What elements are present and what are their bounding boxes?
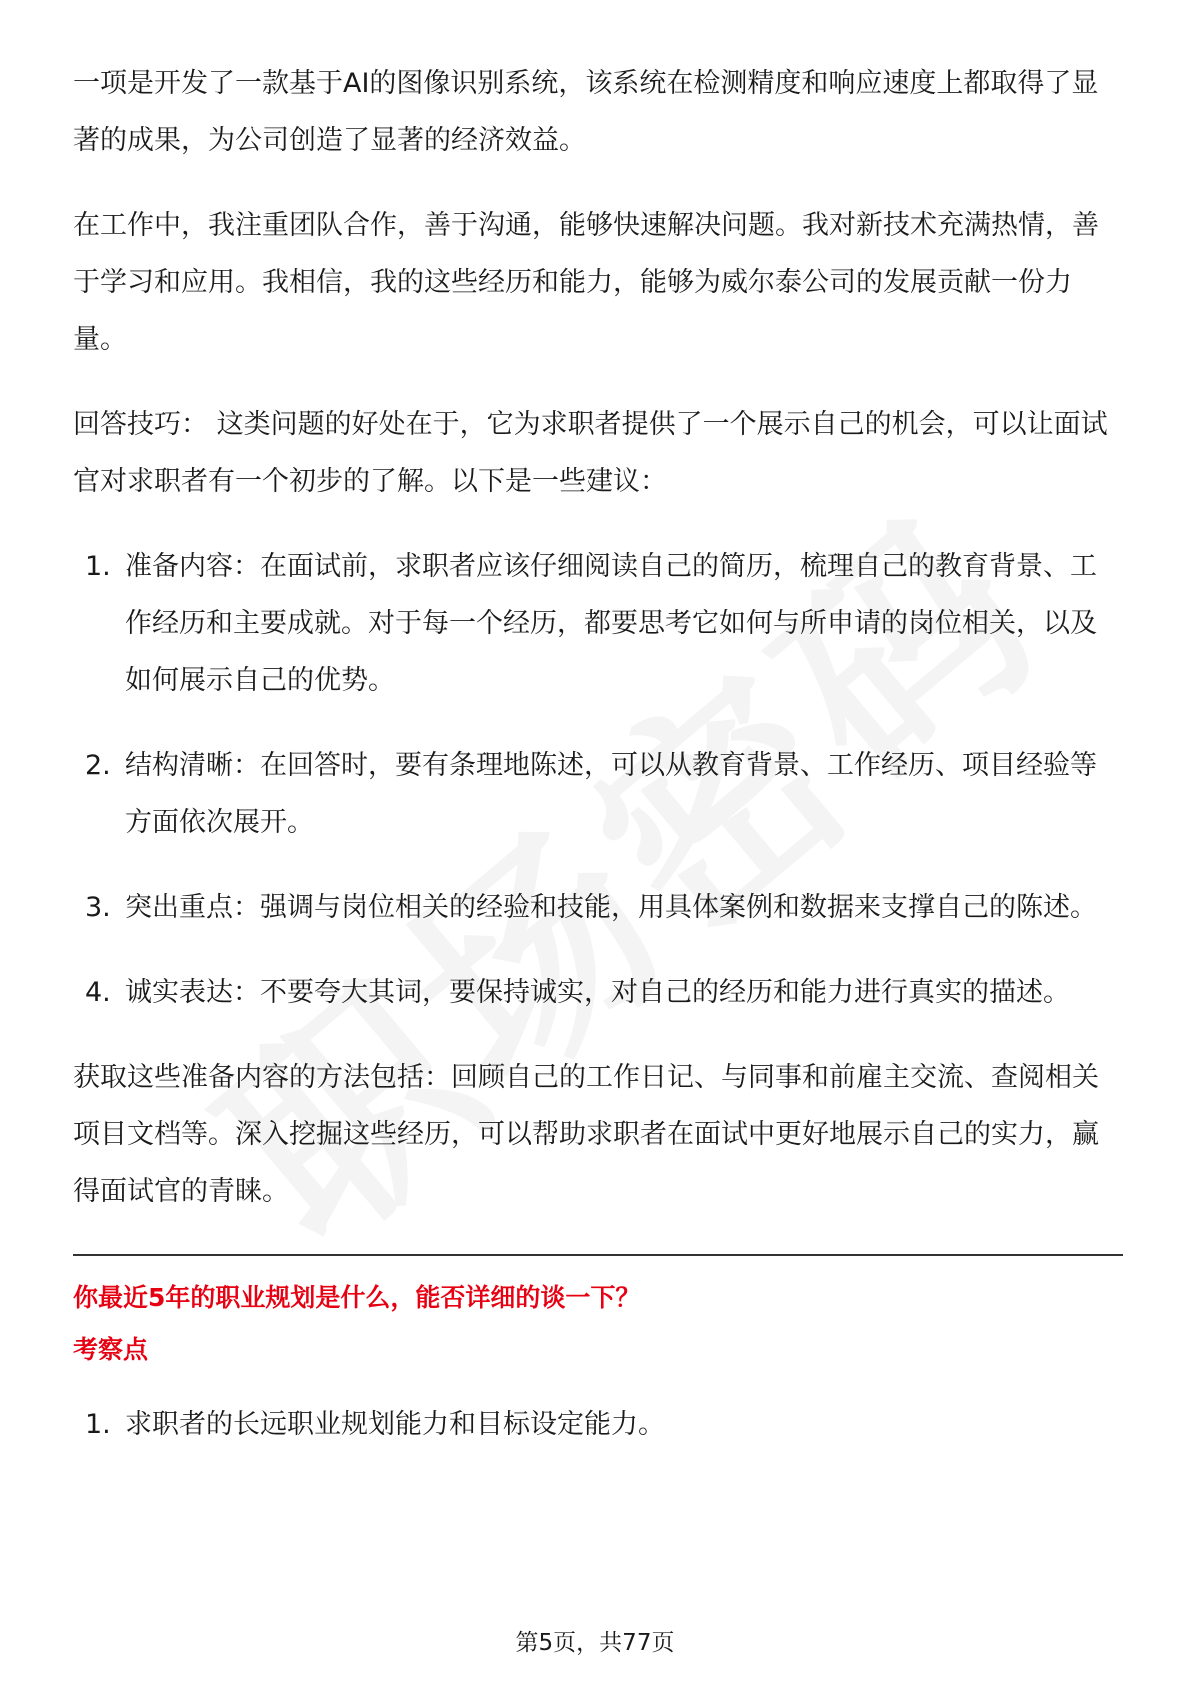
paragraph: 在工作中，我注重团队合作，善于沟通，能够快速解决问题。我对新技术充满热情，善于学习和应用。我相信，我的这些经历和能力，能够为威尔泰公司的发展贡献一份力量。 (73, 210, 1099, 355)
page-footer: 第5页，共77页 (515, 1630, 675, 1656)
list-text: 求职者的长远职业规划能力和目标设定能力。 (125, 1409, 665, 1440)
list-item (73, 737, 1123, 851)
list-text: 结构清晰：在回答时，要有条理地陈述，可以从教育背景、工作经历、项目经验等方面依次展开。 (125, 750, 1097, 838)
list-text: 突出重点：强调与岗位相关的经验和技能，用具体案例和数据来支撑自己的陈述。 (125, 892, 1097, 923)
paragraph: 一项是开发了一款基于AI的图像识别系统，该系统在检测精度和响应速度上都取得了显著的成果，为公司创造了显著的经济效益。 (73, 68, 1099, 156)
question-heading: 你最近5年的职业规划是什么，能否详细的谈一下？ (73, 1283, 641, 1312)
list-item (73, 538, 1123, 709)
section-heading: 考察点 (73, 1335, 149, 1364)
list-item (73, 964, 1123, 1021)
divider (73, 1254, 1123, 1256)
points-list (73, 1396, 1123, 1453)
list-number: 1. (85, 1409, 111, 1440)
list-text: 诚实表达：不要夸大其词，要保持诚实，对自己的经历和能力进行真实的描述。 (125, 977, 1070, 1008)
page-content (73, 55, 1123, 1481)
list-item (73, 1396, 1123, 1453)
tips-list (73, 538, 1123, 1021)
paragraph: 回答技巧： 这类问题的好处在于，它为求职者提供了一个展示自己的机会，可以让面试官对求职者有一个初步的了解。以下是一些建议： (73, 409, 1108, 497)
list-number: 3. (85, 892, 111, 923)
list-item (73, 879, 1123, 936)
list-number: 1. (85, 551, 111, 582)
list-number: 4. (85, 977, 111, 1008)
list-text: 准备内容：在面试前，求职者应该仔细阅读自己的简历，梳理自己的教育背景、工作经历和主要成就。对于每一个经历，都要思考它如何与所申请的岗位相关，以及如何展示自己的优势。 (125, 551, 1097, 696)
list-number: 2. (85, 750, 111, 781)
closing-paragraph: 获取这些准备内容的方法包括：回顾自己的工作日记、与同事和前雇主交流、查阅相关项目文档等。深入挖掘这些经历，可以帮助求职者在面试中更好地展示自己的实力，赢得面试官的青睐。 (73, 1062, 1099, 1207)
